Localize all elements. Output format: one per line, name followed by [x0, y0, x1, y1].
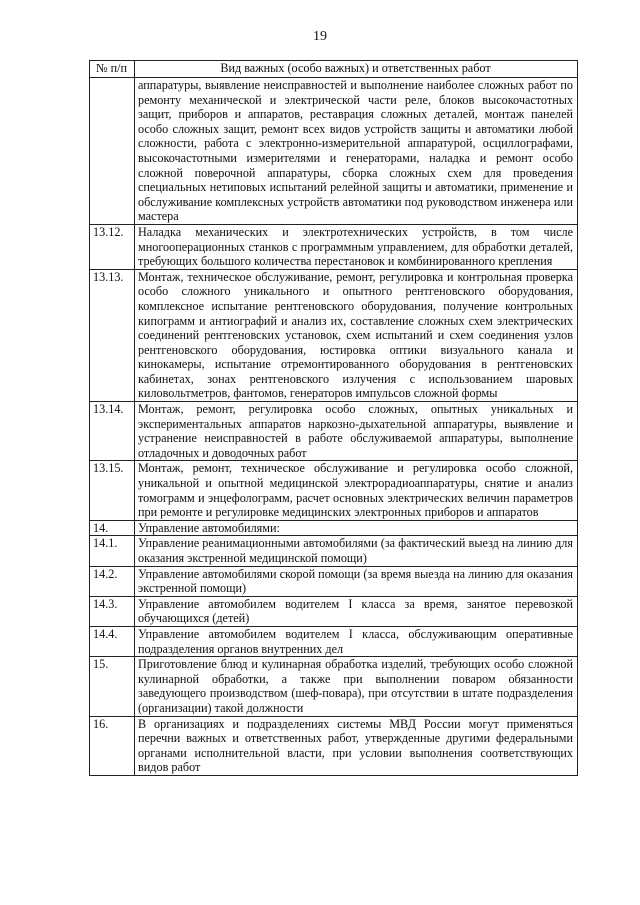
row-number: 15. — [90, 657, 135, 716]
row-number: 13.12. — [90, 224, 135, 269]
table-row — [90, 402, 578, 461]
row-number: 14.2. — [90, 566, 135, 596]
table-row — [90, 626, 578, 656]
row-number: 14. — [90, 520, 135, 536]
work-types-table — [89, 60, 578, 776]
row-number: 13.13. — [90, 269, 135, 401]
table-header-row — [90, 61, 578, 78]
table-row — [90, 224, 578, 269]
column-header-number: № п/п — [90, 61, 135, 78]
table-row — [90, 78, 578, 225]
table-row — [90, 520, 578, 536]
row-description: В организациях и подразделениях системы МВД России могут применяться перечни важных и ответственных работ, утвержденные другими федеральными органами исполнительной власти, при условии выполнения соответствующих видов работ — [135, 716, 578, 775]
row-description: Управление реанимационными автомобилями (за фактический выезд на линию для оказания экстренной медицинской помощи) — [135, 536, 578, 566]
row-description: Управление автомобилем водителем I класса за время, занятое перевозкой обучающихся (детей) — [135, 596, 578, 626]
row-description: Монтаж, техническое обслуживание, ремонт, регулировка и контрольная проверка особо сложного уникального и опытного рентгеновского оборудования, комплексное испытание рентгеновского оборудования, получение контрольных кипограмм и антиографий и анализ их, составление сложных схем электрических соединений рентгеновских установок, схем испытаний и схем соединения узлов рентгеновского оборудования, юстировка оптики визуального канала и кинокамеры, испытание отремонтированного оборудования в рентгеновских кабинетах, зонах рентгеновского излучения с использованием шаровых киловольтметров, фантомов, генераторов импульсов сложной формы — [135, 269, 578, 401]
row-number: 14.4. — [90, 626, 135, 656]
row-number: 16. — [90, 716, 135, 775]
table-row — [90, 657, 578, 716]
row-number: 13.14. — [90, 402, 135, 461]
table-row — [90, 566, 578, 596]
row-number: 14.3. — [90, 596, 135, 626]
table-row — [90, 716, 578, 775]
column-header-work-type: Вид важных (особо важных) и ответственных работ — [135, 61, 578, 78]
table-row — [90, 269, 578, 401]
row-description: Управление автомобилями скорой помощи (за время выезда на линию для оказания экстренной помощи) — [135, 566, 578, 596]
row-description: Приготовление блюд и кулинарная обработка изделий, требующих особо сложной кулинарной обработки, а также при выполнении поваром обязанности заведующего производством (шеф-повара), при отсутствии в штате подразделения (организации) такой должности — [135, 657, 578, 716]
row-description: Управление автомобилем водителем I класса, обслуживающим оперативные подразделения органов внутренних дел — [135, 626, 578, 656]
row-description: Монтаж, ремонт, регулировка особо сложных, опытных уникальных и экспериментальных аппаратов наркозно-дыхательной аппаратуры, выявление и устранение неисправностей в работе обслуживаемой аппаратуры, выполнение отладочных и доводочных работ — [135, 402, 578, 461]
row-description: Управление автомобилями: — [135, 520, 578, 536]
row-description: Монтаж, ремонт, техническое обслуживание и регулировка особо сложной, уникальной и опытной медицинской электрорадиоаппаратуры, снятие и анализ томограмм и энцефолограмм, расчет основных электрических величин параметров при ремонте и регулировке медицинских электронных приборов и аппаратов — [135, 461, 578, 520]
table-row — [90, 536, 578, 566]
row-number — [90, 78, 135, 225]
row-number: 14.1. — [90, 536, 135, 566]
row-number: 13.15. — [90, 461, 135, 520]
table-row — [90, 596, 578, 626]
row-description: Наладка механических и электротехнических устройств, в том числе многооперационных станков с программным управлением, для обработки деталей, требующих большого количества перестановок и комбинированного крепления — [135, 224, 578, 269]
table-row — [90, 461, 578, 520]
page-number: 19 — [313, 29, 327, 44]
row-description: аппаратуры, выявление неисправностей и выполнение наиболее сложных работ по ремонту механической и электрической части реле, блоков высокочастотных защит, приборов и аппаратов, реставрация сложных деталей, монтаж панелей особо сложных защит, ремонт всех видов устройств защиты и автоматики любой сложности, работа с электронно-измерительной аппаратурой, осциллографами, высокочастотными измерителями и генераторами, наладка и ремонт особо сложной поверочной аппаратуры, сборка сложных схем для проведения специальных нетиповых испытаний релейной защиты и автоматики, применение и обслуживание комплексных устройств автоматики под руководством инженера или мастера — [135, 78, 578, 225]
